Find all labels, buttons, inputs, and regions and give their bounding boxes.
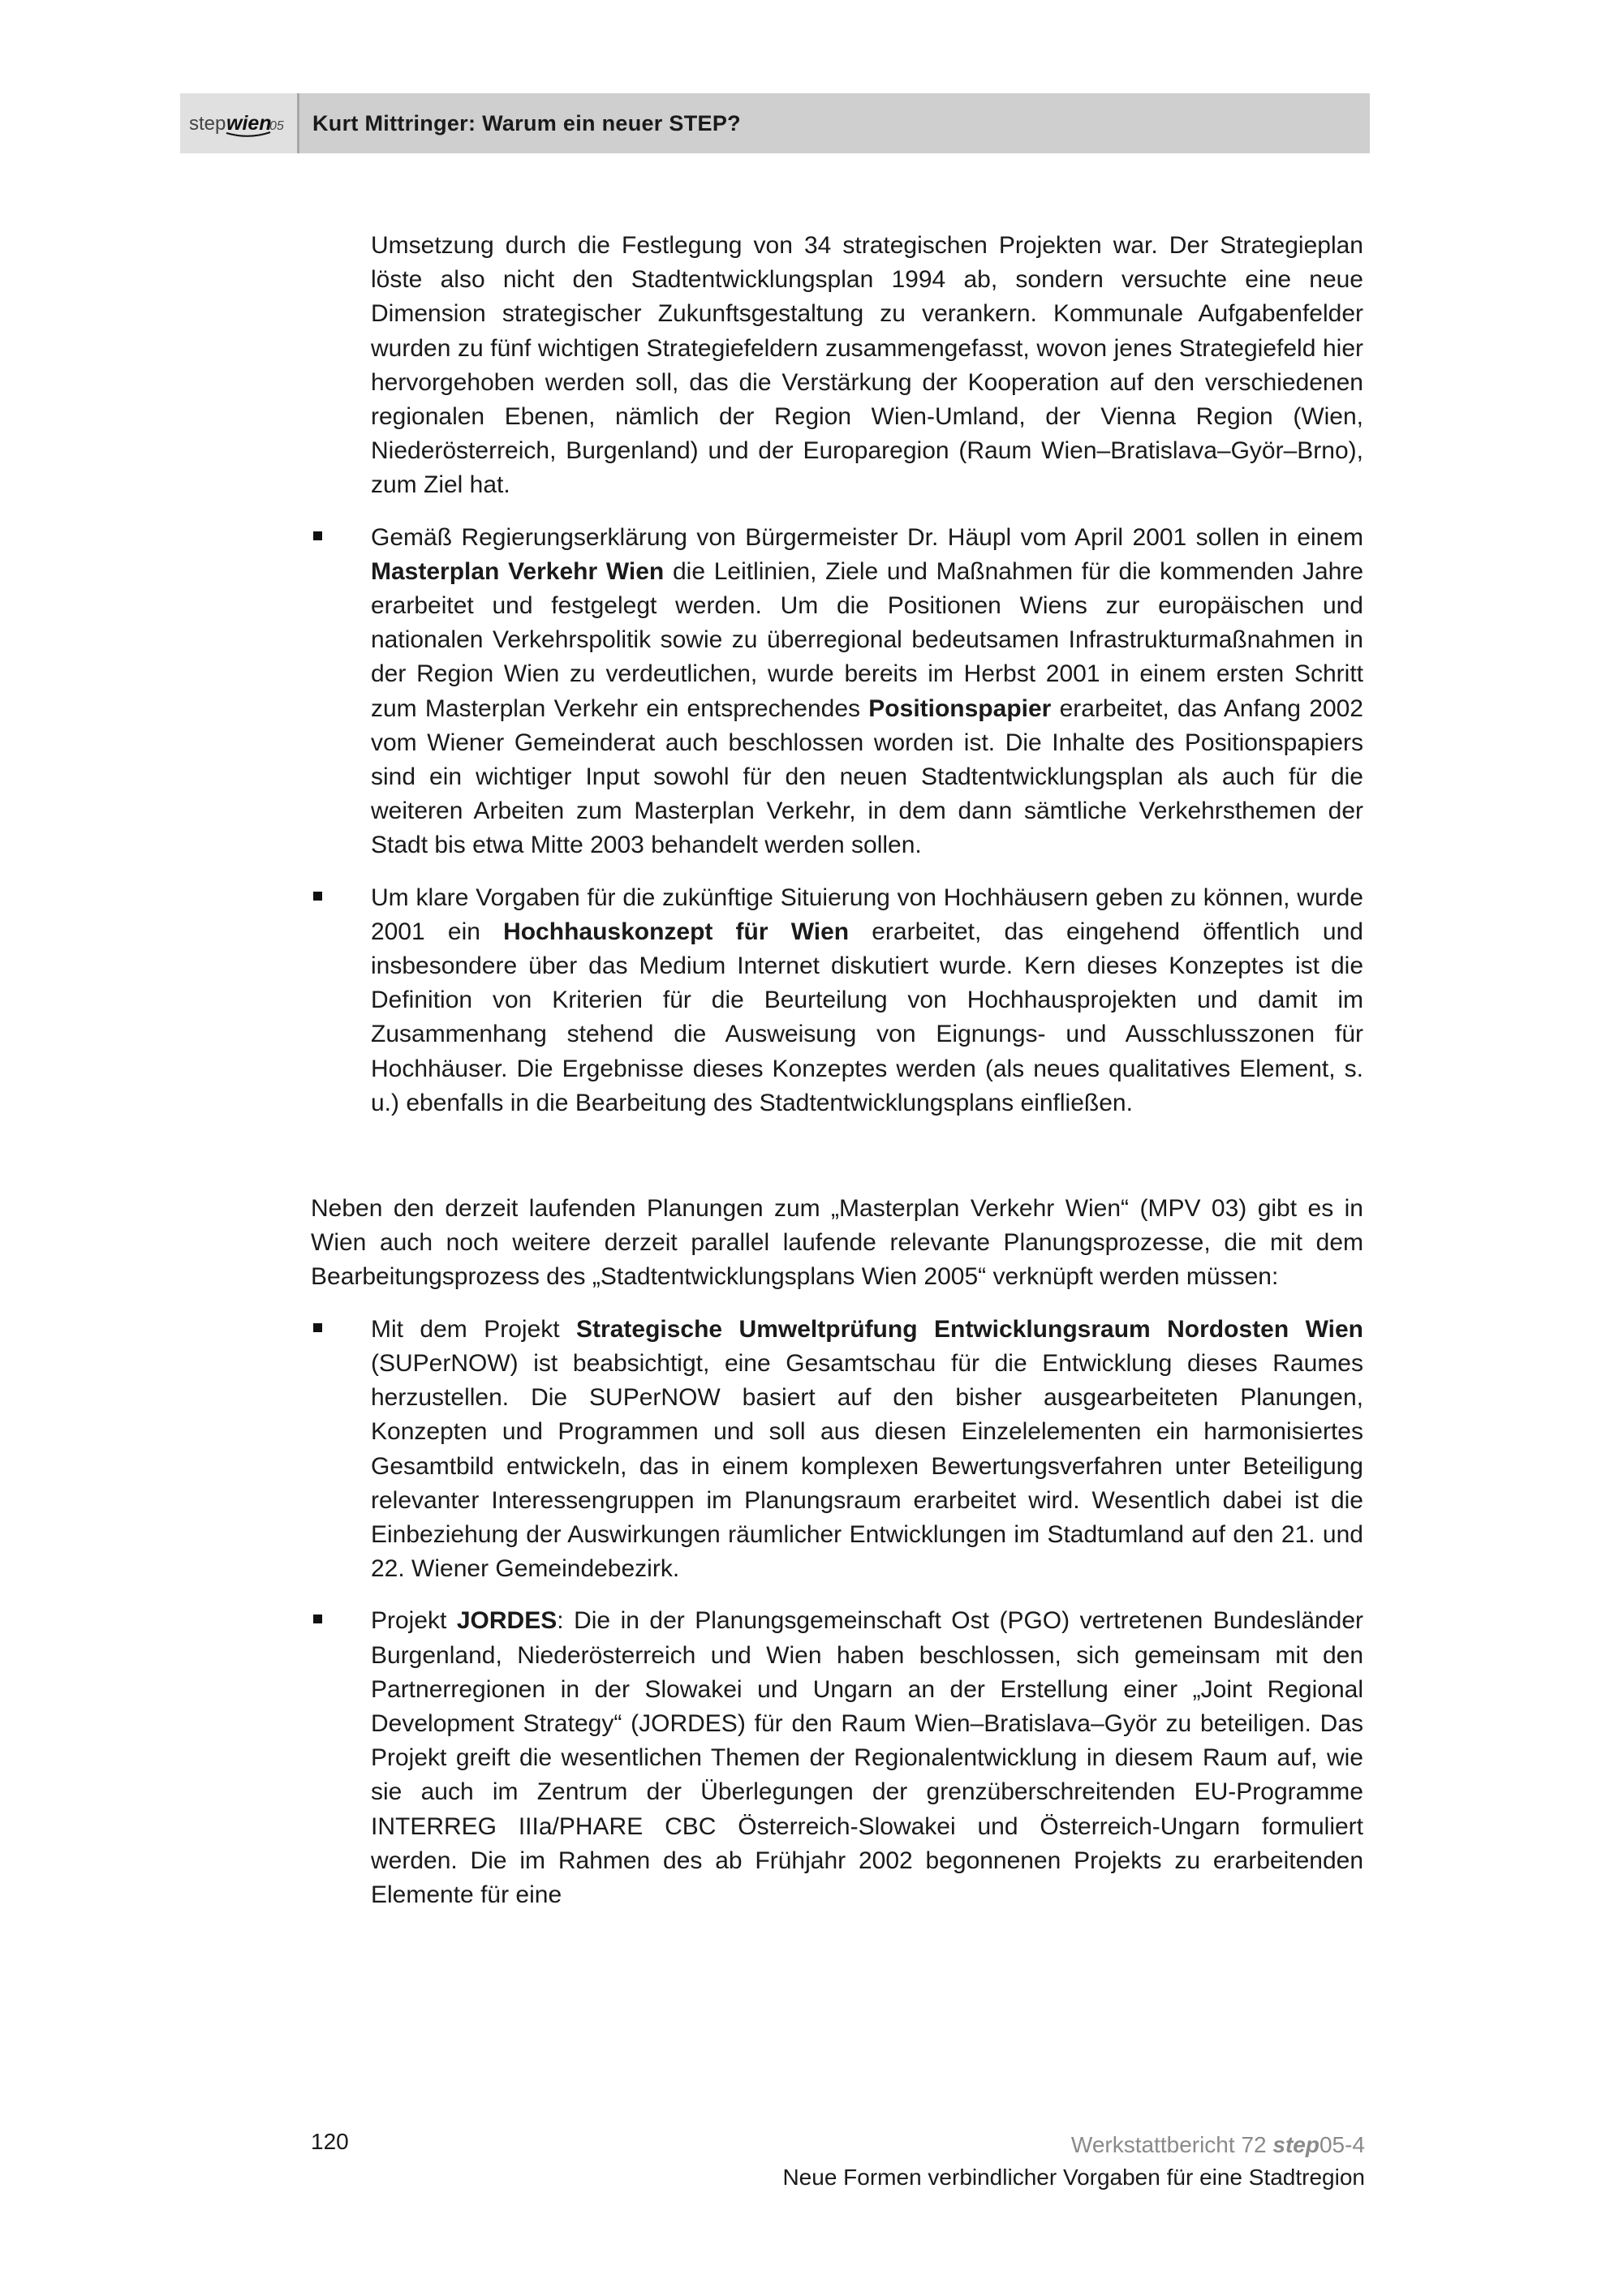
svg-text:wien: wien — [226, 112, 272, 135]
stepwien-logo — [180, 93, 299, 153]
bullet-text: : Die in der Planungsgemeinschaft Ost (PGO) vertretenen Bundesländer Burgenland, Niederösterreich und Wien haben beschlossen, sich gemeinsam mit den Partnerregionen in der Slowakei und Ungarn an der Erstellung einer „Joint Regional Development Strategy“ (JORDES) für den Raum Wien–Bratislava–Györ zu beteiligen. Das Projekt greift die wesentlichen Themen der Regionalentwicklung in diesem Raum auf, wie sie auch im Zentrum der Überlegungen der grenzüberschreitenden EU-Programme INTERREG IIIa/PHARE CBC Österreich-Slowakei und Österreich-Ungarn formuliert werden. Die im Rahmen des ab Frühjahr 2002 begonnenen Projekts zu erarbeitenden Elemente für eine — [371, 1607, 1363, 1908]
bullet-item-hochhauskonzept — [371, 881, 1363, 1120]
svg-text:step: step — [189, 113, 226, 135]
square-bullet-icon — [313, 531, 322, 540]
footer-report-step: step — [1272, 2132, 1319, 2157]
stepwien-logo-graphic — [186, 105, 291, 141]
bullet-bold-term: Hochhauskonzept für Wien — [503, 918, 850, 945]
footer-report-suffix: 05-4 — [1319, 2132, 1365, 2157]
bullet-item-jordes — [371, 1604, 1363, 1912]
bullet-text: (SUPerNOW) ist beabsichtigt, eine Gesamtschau für die Entwicklung dieses Raumes herzustellen. Die SUPerNOW basiert auf den bisher ausgearbeiteten Planungen, Konzepten und Programmen und soll aus diesen Einzelelementen ein harmonisiertes Gesamtbild entwickeln, das in einem komplexen Bewertungsverfahren unter Beteiligung relevanter Interessengruppen im Planungsraum erarbeitet wird. Wesentlich dabei ist die Einbeziehung der Auswirkungen räumlicher Entwicklungen im Stadtumland auf den 21. und 22. Wiener Gemeindebezirk. — [371, 1349, 1363, 1583]
bullet-text: Um klare Vorgaben für die zukünftige Situierung von Hochhäusern geben zu können, wurde 2001 ein — [371, 884, 1363, 945]
bullet-text: erarbeitet, das Anfang 2002 vom Wiener Gemeinderat auch beschlossen worden ist. Die Inhalte des Positionspapiers sind ein wichtiger Input sowohl für den neuen Stadtentwicklungsplan als auch für die weiteren Arbeiten zum Masterplan Verkehr, in dem dann sämtliche Verkehrsthemen der Stadt bis etwa Mitte 2003 behandelt werden sollen. — [371, 694, 1363, 859]
bullet-bold-term: Masterplan Verkehr Wien — [371, 557, 665, 585]
bullet-text: Projekt — [371, 1607, 457, 1635]
page-number: 120 — [311, 2129, 349, 2154]
square-bullet-icon — [313, 1615, 322, 1623]
page-content — [311, 229, 1363, 1912]
bullet-text: Gemäß Regierungserklärung von Bürgermeister Dr. Häupl vom April 2001 sollen in einem — [371, 523, 1363, 551]
bullet-bold-term: JORDES — [456, 1607, 558, 1635]
square-bullet-icon — [313, 1323, 322, 1332]
header-bar — [180, 93, 1370, 153]
bullet-text: Mit dem Projekt — [371, 1315, 577, 1343]
intro-paragraph: Neben den derzeit laufenden Planungen zum „Masterplan Verkehr Wien“ (MPV 03) gibt es in Wien auch noch weitere derzeit parallel laufende relevante Planungsprozesse, die mit dem Bearbeitungsprozess des „Stadtentwicklungsplans Wien 2005“ verknüpft werden müssen: — [311, 1195, 1363, 1291]
bullet-item-supernow — [371, 1313, 1363, 1587]
bullet-text: erarbeitet, das eingehend öffentlich und insbesondere über das Medium Internet diskutiert wurde. Kern dieses Konzeptes ist die Definition von Kriterien für die Beurteilung von Hochhausprojekten und damit im Zusammenhang stehend die Ausweisung von Eignungs- und Ausschlusszonen für Hochhäuser. Die Ergebnisse dieses Konzeptes werden (als neues qualitatives Element, s. u.) ebenfalls in die Bearbeitung des Stadtentwicklungsplans einfließen. — [371, 918, 1363, 1116]
continuation-paragraph: Umsetzung durch die Festlegung von 34 strategischen Projekten war. Der Strategieplan löste also nicht den Stadtentwicklungsplan 1994 ab, sondern versuchte eine neue Dimension strategischer Zukunftsgestaltung zu verankern. Kommunale Aufgabenfelder wurden zu fünf wichtigen Strategiefeldern zusammengefasst, wovon jenes Strategiefeld hier hervorgehoben werden soll, das die Verstärkung der Kooperation auf den verschiedenen regionalen Ebenen, nämlich der Region Wien-Umland, der Vienna Region (Wien, Niederösterreich, Burgenland) und der Europaregion (Raum Wien–Bratislava–Györ–Brno), zum Ziel hat. — [371, 232, 1363, 499]
running-header-title: Kurt Mittringer: Warum ein neuer STEP? — [312, 111, 741, 135]
bullet-item-masterplan — [371, 521, 1363, 863]
bullet-bold-term: Strategische Umweltprüfung Entwicklungsraum Nordosten Wien — [576, 1315, 1363, 1343]
footer-info — [782, 2129, 1365, 2194]
square-bullet-icon — [313, 892, 322, 901]
footer-report-title — [782, 2129, 1365, 2161]
footer-subtitle: Neue Formen verbindlicher Vorgaben für eine Stadtregion — [782, 2165, 1365, 2190]
footer-report-prefix: Werkstattbericht 72 — [1070, 2132, 1273, 2157]
bullet-bold-term: Positionspapier — [868, 694, 1052, 722]
bullet-text: die Leitlinien, Ziele und Maßnahmen für die kommenden Jahre erarbeitet und festgelegt werden. Um die Positionen Wiens zur europäischen und nationalen Verkehrspolitik sowie zu überregional bedeutsamen Infrastrukturmaßnahmen in der Region Wien zu verdeutlichen, wurde bereits im Herbst 2001 in einem ersten Schritt zum Masterplan Verkehr ein entsprechendes — [371, 557, 1364, 722]
svg-text:05: 05 — [269, 119, 284, 133]
